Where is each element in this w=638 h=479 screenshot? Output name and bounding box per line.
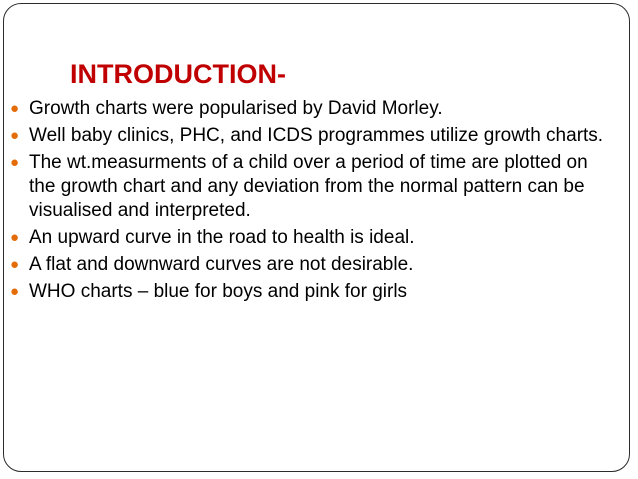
bullet-dot-icon: ● bbox=[10, 100, 20, 117]
bullet-item bbox=[10, 124, 610, 148]
bullet-item bbox=[10, 226, 610, 250]
slide-title: INTRODUCTION- bbox=[70, 59, 286, 89]
bullet-list bbox=[10, 97, 610, 307]
bullet-dot-icon: ● bbox=[10, 256, 20, 273]
bullet-text: An upward curve in the road to health is ideal. bbox=[29, 227, 415, 248]
bullet-item bbox=[10, 97, 610, 121]
bullet-text: A flat and downward curves are not desirable. bbox=[29, 254, 414, 275]
bullet-text: WHO charts – blue for boys and pink for girls bbox=[29, 281, 408, 302]
bullet-text: The wt.measurments of a child over a period of time are plotted on the growth chart and any deviation from the normal pattern can be visualised and interpreted. bbox=[29, 152, 588, 221]
bullet-item bbox=[10, 280, 610, 304]
bullet-dot-icon: ● bbox=[10, 229, 20, 246]
bullet-text: Growth charts were popularised by David Morley. bbox=[29, 98, 443, 119]
bullet-dot-icon: ● bbox=[10, 283, 20, 300]
bullet-text: Well baby clinics, PHC, and ICDS programmes utilize growth charts. bbox=[29, 125, 604, 146]
bullet-item bbox=[10, 151, 610, 223]
bullet-dot-icon: ● bbox=[10, 127, 20, 144]
bullet-dot-icon: ● bbox=[10, 154, 20, 171]
bullet-item bbox=[10, 253, 610, 277]
